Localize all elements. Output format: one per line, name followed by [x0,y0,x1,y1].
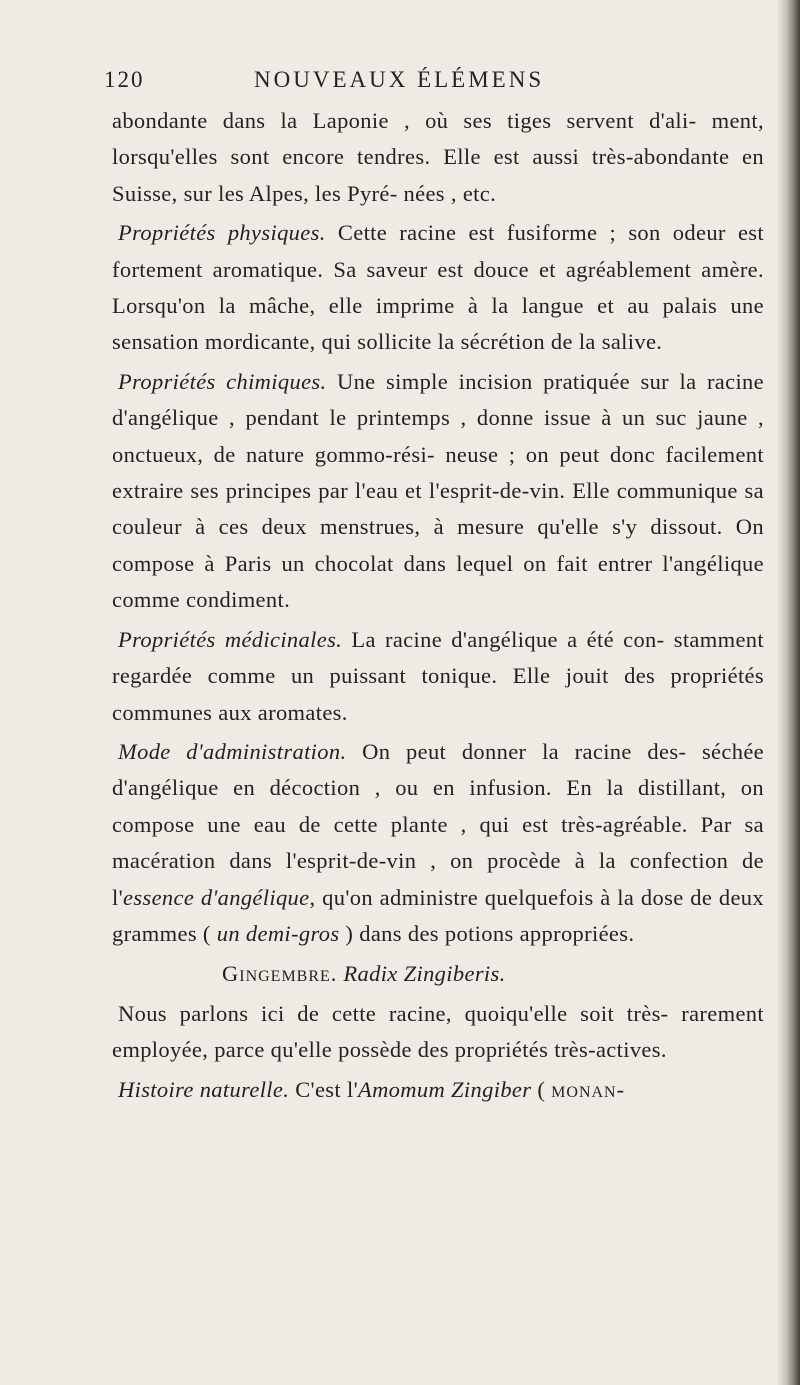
paragraph-administration [112,734,764,952]
section-heading-gingembre [112,956,764,992]
heading-name: Gingembre. [222,961,338,987]
paragraph-physical-properties [112,215,764,361]
paragraph-text: On peut donner la racine des- séchée d'angélique en décoction , ou en infusion. En la distillant, on compose une eau de cette plante , qui est très-agréable. Par sa macération dans l'esprit-de-vin , on procède à la confection de l' [112,738,765,910]
paragraph-text: abondante dans la Laponie , où ses tiges servent d'ali- ment, lorsqu'elles sont encore tendres. Elle est aussi très-abondante en Suisse, sur les Alpes, les Pyré- nées , etc. [112,108,764,206]
paragraph-text: ) dans des potions appropriées. [339,920,635,946]
body-text [112,103,764,1108]
running-header [104,67,744,97]
paragraph-text: La racine d'angélique a été con- stamment regardée comme un puissant tonique. Elle jouit des propriétés communes aux aromates. [112,626,764,725]
paragraph-chemical-properties [112,364,764,619]
page-number: 120 [104,67,145,92]
section-label: Propriétés physiques. [118,220,326,246]
italic-term: un demi-gros [216,920,340,946]
running-title: NOUVEAUX ÉLÉMENS [254,67,545,92]
paragraph-text: C'est l' [289,1076,358,1102]
section-label: Propriétés médicinales. [118,626,343,652]
author-abbrev: monan- [551,1076,626,1102]
paragraph-medicinal-properties [112,622,764,731]
paragraph-natural-history [112,1072,764,1108]
italic-term: Amomum Zingiber [357,1076,532,1102]
book-spine-edge [778,0,800,1385]
paragraph-text: , qu'on administre quelquefois à la dose de deux grammes ( [112,884,764,946]
paragraph-text: Nous parlons ici de cette racine, quoiqu'elle soit très- rarement employée, parce qu'elle possède des propriétés très-actives. [112,1000,764,1063]
italic-term: essence d'angélique [123,884,310,910]
paragraph-text: ( [531,1076,552,1102]
paragraph-text: Une simple incision pratiquée sur la racine d'angélique , pendant le printemps , donne issue à un suc jaune , onctueux, de nature gommo-rési- neuse ; on peut donc facilement extraire ses principes par l'eau et l'esprit-de-vin. Elle communique sa couleur à ces deux menstrues, à mesure qu'elle s'y dissout. On compose à Paris un chocolat dans lequel on fait entrer l'angélique comme condiment. [112,368,764,613]
paragraph-ginger-intro [112,996,764,1069]
heading-latin-name: Radix Zingiberis. [337,961,506,987]
section-label: Mode d'administration. [118,738,347,764]
section-label: Propriétés chimiques. [118,368,327,394]
paragraph-text: Cette racine est fusiforme ; son odeur est fortement aromatique. Sa saveur est douce et agréablement amère. Lorsqu'on la mâche, elle imprime à la langue et au palais une sensation mordicante, qui sollicite la sécrétion de la salive. [112,220,764,355]
paragraph-distribution [112,103,764,212]
section-label: Histoire naturelle. [118,1076,290,1102]
